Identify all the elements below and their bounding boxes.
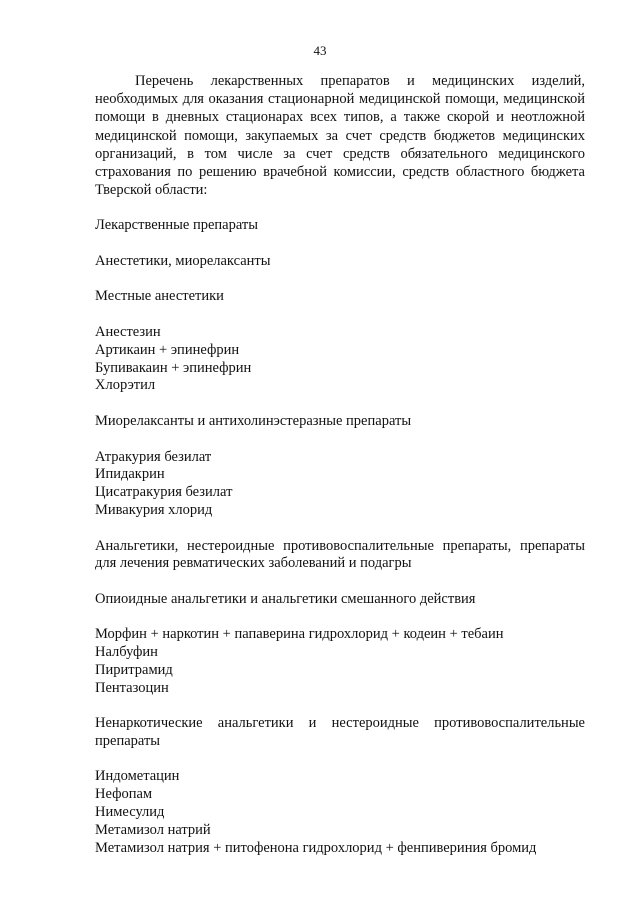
page-number: 43 [313, 43, 327, 58]
list-item: Атракурия безилат [95, 448, 212, 465]
intro-paragraph: Перечень лекарственных препаратов и медицинских изделий, необходимых для оказания стационарной медицинской помощи, медицинской помощи в дневных стационарах всех типов, а также скорой и неотложной медицинской помощи, закупаемых за счет средств бюджетов медицинских организаций, в том числе за счет средств обязательного медицинского страхования по решению врачебной комиссии, средств областного бюджета Тверской области: [95, 73, 585, 199]
heading-anesthetics-relaxants: Анестетики, миорелаксанты [95, 252, 271, 269]
list-item: Индометацин [95, 768, 180, 785]
list-muscle-relaxants [95, 449, 585, 520]
list-item: Метамизол натрий [95, 821, 211, 838]
list-item: Бупивакаин + эпинефрин [95, 359, 252, 376]
list-item: Налбуфин [95, 644, 158, 661]
document-body [95, 72, 585, 857]
list-opioids [95, 626, 585, 697]
heading-local-anesthetics: Местные анестетики [95, 288, 224, 305]
heading-opioids: Опиоидные анальгетики и анальгетики смешанного действия [95, 590, 476, 607]
list-item: Метамизол натрия + питофенона гидрохлорид + фенпивериния бромид [95, 839, 537, 856]
list-item: Мивакурия хлорид [95, 502, 213, 518]
list-item: Пиритрамид [95, 661, 173, 678]
list-item: Пентазоцин [95, 679, 169, 696]
list-item: Нефопам [95, 786, 153, 803]
list-item: Артикаин + эпинефрин [95, 341, 240, 358]
list-item: Морфин + наркотин + папаверина гидрохлорид + кодеин + тебаин [95, 626, 504, 643]
heading-muscle-relaxants: Миорелаксанты и антихолинэстеразные препараты [95, 413, 412, 430]
heading-analgesics: Анальгетики, нестероидные противовоспалительные препараты, препараты для лечения ревматических заболеваний и подагры [95, 537, 585, 572]
heading-drugs: Лекарственные препараты [95, 217, 259, 234]
list-nsaids [95, 768, 585, 857]
list-item: Ипидакрин [95, 466, 165, 483]
list-local-anesthetics [95, 324, 585, 395]
list-item: Нимесулид [95, 804, 165, 821]
list-item: Цисатракурия безилат [95, 484, 233, 501]
list-item: Хлорэтил [95, 377, 156, 394]
heading-nsaids: Ненаркотические анальгетики и нестероидные противовоспалительные препараты [95, 715, 585, 749]
list-item: Анестезин [95, 323, 161, 340]
